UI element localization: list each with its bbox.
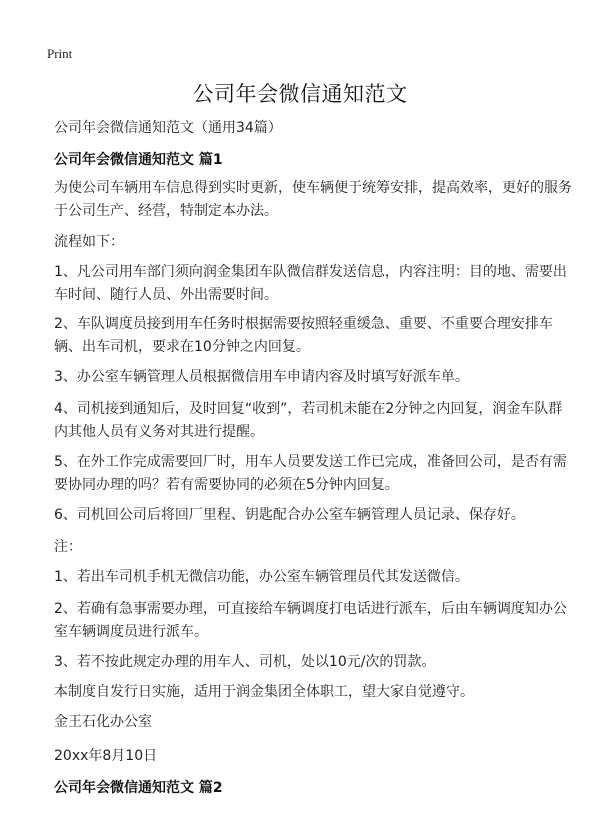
page-title: 公司年会微信通知范文: [192, 82, 408, 106]
note-item: 2、若确有急事需要办理，可直接给车辆调度打电话进行派车，后由车辆调度知办公室车辆调度员进行派车。: [54, 601, 567, 640]
intro-paragraph: 为使公司车辆用车信息得到实时更新，使车辆便于统筹安排，提高效率，更好的服务于公司生产、经营，特制定本办法。: [54, 180, 572, 219]
print-label[interactable]: Print: [47, 46, 73, 61]
process-item: 1、凡公司用车部门须向润金集团车队微信群发送信息，内容注明：目的地、需要出车时间、随行人员、外出需要时间。: [54, 264, 567, 303]
note-item: 3、若不按此规定办理的用车人、司机，处以10元/次的罚款。: [54, 654, 436, 670]
note-item: 1、若出车司机手机无微信功能，办公室车辆管理员代其发送微信。: [54, 569, 469, 585]
section-heading-2: 公司年会微信通知范文 篇2: [54, 780, 223, 796]
notes-label: 注：: [54, 539, 82, 555]
date: 20xx年8月10日: [54, 748, 158, 764]
subtitle: 公司年会微信通知范文（通用34篇）: [54, 120, 282, 136]
process-item: 4、司机接到通知后，及时回复“收到”，若司机未能在2分钟之内回复，润金车队群内其他人员有义务对其进行提醒。: [54, 401, 563, 440]
process-item: 3、办公室车辆管理人员根据微信用车申请内容及时填写好派车单。: [54, 369, 469, 385]
process-item: 5、在外工作完成需要回厂时，用车人员要发送工作已完成，准备回公司，是否有需要协同办理的吗？若有需要协同的必须在5分钟内回复。: [54, 454, 567, 493]
closing-paragraph: 本制度自发行日实施，适用于润金集团全体职工，望大家自觉遵守。: [54, 684, 474, 700]
section-heading-1: 公司年会微信通知范文 篇1: [54, 152, 223, 168]
signature: 金王石化办公室: [54, 714, 152, 730]
process-item: 2、车队调度员接到用车任务时根据需要按照轻重缓急、重要、不重要合理安排车辆、出车司机，要求在10分钟之内回复。: [54, 316, 553, 355]
process-label: 流程如下：: [54, 234, 124, 250]
process-item: 6、司机回公司后将回厂里程、钥匙配合办公室车辆管理人员记录、保存好。: [54, 507, 525, 523]
